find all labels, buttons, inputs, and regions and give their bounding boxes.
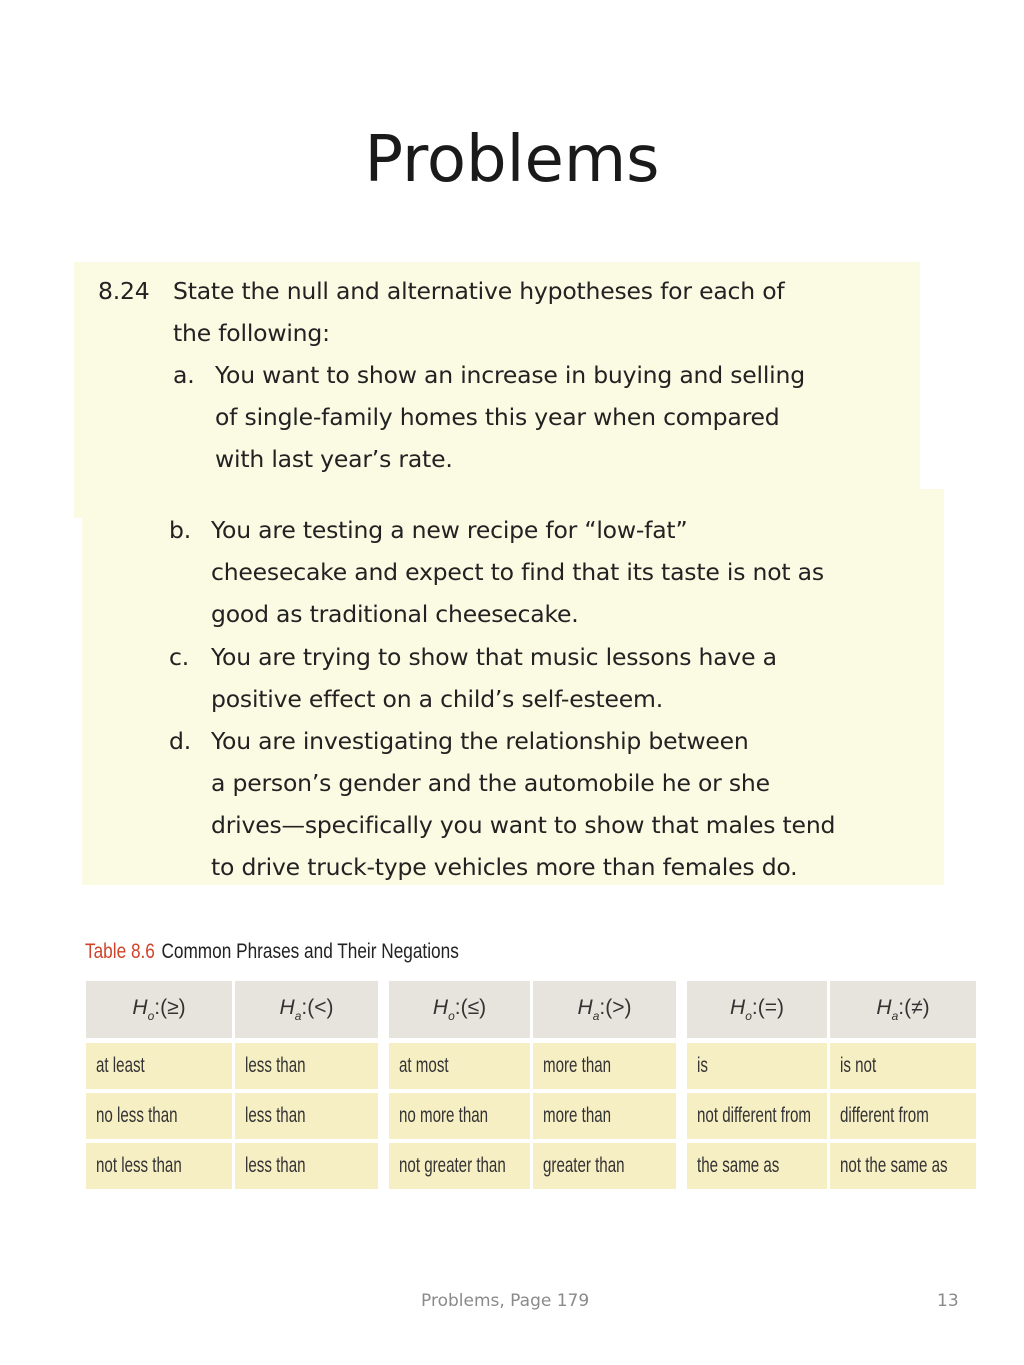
hypothesis-symbol: H <box>132 996 148 1019</box>
hypothesis-operator: :(<) <box>301 996 334 1019</box>
item-label-c: c. <box>169 643 189 671</box>
item-b <box>211 509 824 635</box>
hypothesis-operator: :(=) <box>751 996 784 1019</box>
hypothesis-operator: :(≠) <box>898 996 930 1019</box>
item-line: You are investigating the relationship between <box>211 727 749 755</box>
hypothesis-symbol: H <box>876 996 892 1019</box>
table-cell <box>830 1143 976 1189</box>
table-cell-text: at most <box>399 1054 449 1077</box>
table-cell <box>235 1143 378 1189</box>
hypothesis-operator: :(≥) <box>154 996 186 1019</box>
problem-number: 8.24 <box>98 277 150 305</box>
problem-stem-line: State the null and alternative hypotheses for each of <box>173 277 785 305</box>
table-cell <box>533 1143 676 1189</box>
table-cell <box>389 1143 530 1189</box>
item-line: drives—specifically you want to show that males tend <box>211 811 836 839</box>
item-c <box>211 636 777 720</box>
table-cell <box>86 1093 232 1139</box>
table-cell <box>86 1143 232 1189</box>
item-a <box>215 354 805 480</box>
hypothesis-subscript: o <box>745 1009 752 1023</box>
table-cell-text: different from <box>840 1104 929 1127</box>
table-cell <box>86 1043 232 1089</box>
footer-text: Problems, Page 179 <box>421 1291 590 1311</box>
item-line: You want to show an increase in buying and selling <box>215 361 805 389</box>
page-number: 13 <box>937 1291 959 1311</box>
item-label-d: d. <box>169 727 191 755</box>
hypothesis-subscript: a <box>294 1009 302 1023</box>
hypothesis-symbol: H <box>279 996 295 1019</box>
null-hypothesis-header <box>86 981 232 1038</box>
null-hypothesis-header <box>389 981 530 1038</box>
hypothesis-operator: :(>) <box>599 996 632 1019</box>
table-cell <box>533 1093 676 1139</box>
table-cell-text: less than <box>245 1104 306 1127</box>
table-cell-text: at least <box>96 1054 145 1077</box>
table-cell-text: not greater than <box>399 1154 506 1177</box>
null-hypothesis-header <box>687 981 827 1038</box>
table-number: Table 8.6 <box>85 940 155 963</box>
table-cell <box>830 1093 976 1139</box>
table-cell-text: not the same as <box>840 1154 948 1177</box>
alt-hypothesis-header <box>235 981 378 1038</box>
table-cell <box>687 1143 827 1189</box>
table-cell-text: not less than <box>96 1154 182 1177</box>
item-label-a: a. <box>173 361 195 389</box>
item-line: to drive truck-type vehicles more than females do. <box>211 853 798 881</box>
hypothesis-subscript: o <box>147 1009 155 1023</box>
table-cell <box>687 1093 827 1139</box>
table-cell <box>235 1093 378 1139</box>
hypothesis-symbol: H <box>432 996 449 1019</box>
hypothesis-subscript: a <box>891 1009 899 1023</box>
alt-hypothesis-header <box>830 981 976 1038</box>
table-cell <box>830 1043 976 1089</box>
table-cell-text: not different from <box>697 1104 812 1127</box>
hypothesis-symbol: H <box>730 996 746 1019</box>
item-line: of single-family homes this year when compared <box>215 403 780 431</box>
table-cell-text: the same as <box>697 1154 780 1177</box>
table-cell <box>389 1093 530 1139</box>
table-cell-text: no less than <box>96 1104 178 1127</box>
item-line: a person’s gender and the automobile he or she <box>211 769 770 797</box>
table-cell-text: is <box>697 1054 708 1077</box>
item-line: good as traditional cheesecake. <box>211 600 579 628</box>
table-cell <box>235 1043 378 1089</box>
hypothesis-subscript: a <box>592 1009 600 1023</box>
hypothesis-subscript: o <box>448 1009 455 1023</box>
item-line: You are trying to show that music lessons have a <box>211 643 777 671</box>
item-line: You are testing a new recipe for “low-fat” <box>211 516 688 544</box>
item-label-b: b. <box>169 516 191 544</box>
table-cell <box>687 1043 827 1089</box>
hypothesis-symbol: H <box>577 996 593 1019</box>
table-cell-text: less than <box>245 1054 306 1077</box>
table-cell-text: greater than <box>543 1154 625 1177</box>
slide-title: Problems <box>364 123 660 197</box>
table-cell <box>389 1043 530 1089</box>
item-line: positive effect on a child’s self-esteem. <box>211 685 663 713</box>
table-cell-text: more than <box>543 1054 612 1077</box>
table-cell-text: less than <box>245 1154 306 1177</box>
alt-hypothesis-header <box>533 981 676 1038</box>
problem-stem-line: the following: <box>173 319 330 347</box>
table-caption <box>85 940 459 964</box>
table-cell-text: no more than <box>399 1104 489 1127</box>
problem-stem <box>173 270 785 354</box>
item-line: cheesecake and expect to find that its taste is not as <box>211 558 824 586</box>
table-cell-text: more than <box>543 1104 612 1127</box>
table-cell <box>533 1043 676 1089</box>
table-title: Common Phrases and Their Negations <box>161 940 459 963</box>
item-line: with last year’s rate. <box>215 445 453 473</box>
item-d <box>211 720 835 888</box>
table-cell-text: is not <box>840 1054 877 1077</box>
hypothesis-operator: :(≤) <box>454 996 487 1019</box>
